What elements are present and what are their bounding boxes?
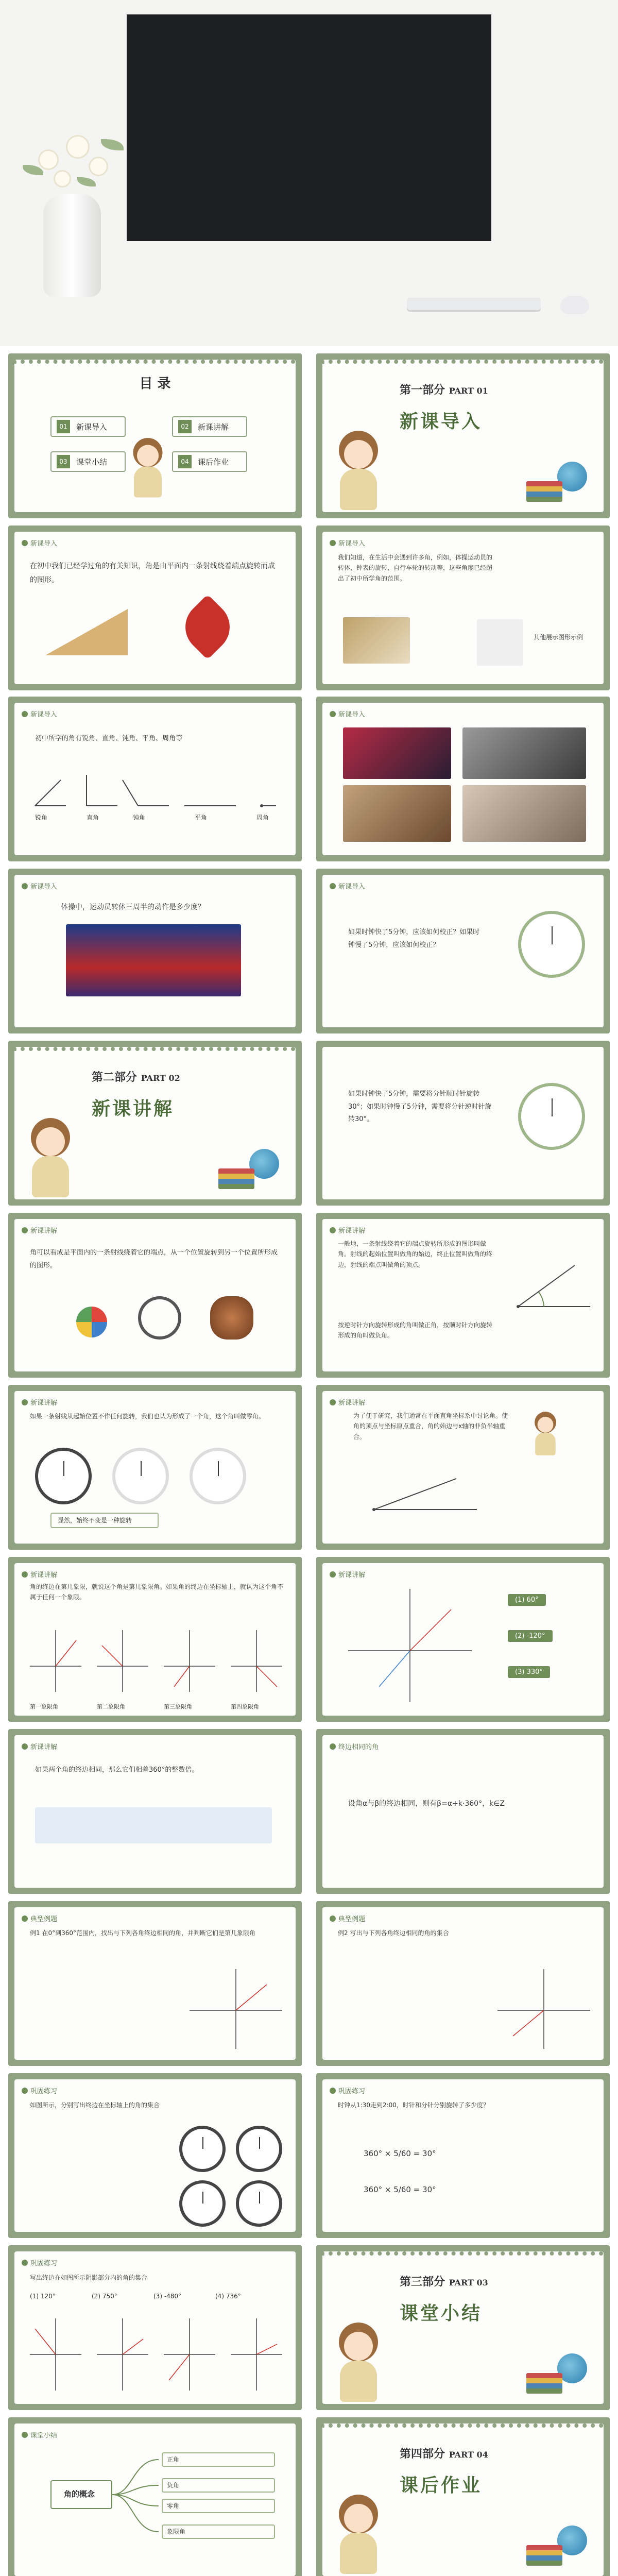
section-tag: 新课讲解 bbox=[330, 1397, 365, 1407]
angle-label: 周角 bbox=[256, 814, 269, 821]
slide-intro-5[interactable] bbox=[8, 869, 302, 1033]
slide-text: 如果时钟快了5分钟，应该如何校正？如果时钟慢了5分钟，应该如何校正？ bbox=[348, 928, 480, 949]
section-tag: 新课讲解 bbox=[22, 1569, 57, 1579]
label-pill: (2) -120° bbox=[508, 1630, 553, 1642]
slide-lecture-4[interactable] bbox=[8, 1385, 302, 1550]
exercise-item: (3) -480° bbox=[153, 2293, 182, 2300]
angle-label: 平角 bbox=[195, 814, 208, 821]
slide-lecture-6[interactable] bbox=[8, 1557, 302, 1722]
slide-text: 如图所示，分别写出终边在坐标轴上的角的集合 bbox=[30, 2102, 160, 2109]
clock-icon bbox=[236, 2180, 282, 2227]
tag-dot-icon bbox=[330, 1916, 336, 1922]
slide-lecture-1[interactable] bbox=[316, 1041, 610, 1206]
leaf bbox=[101, 139, 124, 150]
hand-photo bbox=[462, 727, 586, 779]
section-tag: 新课导入 bbox=[22, 709, 57, 719]
slide-text: 一般地，一条射线绕着它的端点旋转所形成的图形叫做角。射线的起始位置叫做角的始边，终止位置叫做角的终边，射线的端点叫做角的顶点。 bbox=[338, 1240, 493, 1268]
scissors-photo bbox=[477, 619, 523, 666]
section-tag: 新课导入 bbox=[22, 881, 57, 891]
slide-part-3[interactable] bbox=[316, 2245, 610, 2410]
section-tag: 新课讲解 bbox=[330, 1569, 365, 1579]
toc-item-2[interactable]: 02 新课讲解 bbox=[172, 416, 247, 437]
slide-text: 例1 在0°到360°范围内，找出与下列各角终边相同的角，并判断它们是第几象限角 bbox=[30, 1929, 255, 1937]
section-tag: 新课导入 bbox=[330, 538, 365, 548]
rotation-diagram bbox=[508, 1250, 595, 1322]
slide-example-2[interactable] bbox=[316, 1901, 610, 2066]
mindmap-branch: 象限角 bbox=[162, 2524, 275, 2539]
girl-illustration bbox=[528, 1412, 562, 1457]
slide-lecture-5[interactable] bbox=[316, 1385, 610, 1550]
coordinate-diagram bbox=[343, 1584, 477, 1707]
vase bbox=[43, 194, 101, 297]
tag-dot-icon bbox=[22, 1571, 28, 1578]
slide-part-2[interactable] bbox=[8, 1041, 302, 1206]
slide-text: 如果时钟快了5分钟，需要将分针顺时针旋转30°；如果时钟慢了5分钟，需要将分针逆时针旋转30°。 bbox=[348, 1090, 492, 1124]
clock-icon bbox=[179, 2180, 226, 2227]
slide-text: 如果两个角的终边相同，那么它们相差360°的整数倍。 bbox=[35, 1766, 199, 1774]
maple-leaf-icon bbox=[175, 594, 240, 659]
keyboard bbox=[407, 298, 541, 310]
quadrant-diagrams bbox=[25, 1620, 282, 1697]
section-tag: 新课导入 bbox=[330, 881, 365, 891]
part-title: 新课讲解 bbox=[92, 1098, 175, 1120]
pottery-icon bbox=[210, 1296, 253, 1340]
exercise-item: (1) 120° bbox=[30, 2293, 56, 2300]
formula-strip bbox=[35, 1807, 272, 1843]
flower bbox=[89, 157, 108, 176]
section-tag: 新课导入 bbox=[22, 538, 57, 548]
quadrant-diagrams bbox=[25, 2308, 282, 2396]
exercise-item: (4) 736° bbox=[215, 2293, 241, 2300]
coordinate-diagram bbox=[184, 1964, 287, 2052]
slide-text: 例2 写出与下列各角终边相同的角的集合 bbox=[338, 1929, 449, 1937]
tag-dot-icon bbox=[330, 1571, 336, 1578]
mindmap-branch: 零角 bbox=[162, 2499, 275, 2513]
slide-text: 设角α与β的终边相同，则有β=α+k·360°，k∈Z bbox=[348, 1800, 505, 1808]
section-tag: 终边相同的角 bbox=[330, 1741, 379, 1751]
tag-dot-icon bbox=[22, 883, 28, 889]
slide-lecture-7[interactable] bbox=[316, 1557, 610, 1722]
slide-text: 角可以看成是平面内的一条射线绕着它的端点，从一个位置旋转到另一个位置所形成的图形。 bbox=[30, 1249, 278, 1269]
section-tag: 典型例题 bbox=[22, 1913, 57, 1923]
triangle-ruler-icon bbox=[45, 609, 128, 655]
angle-label: 锐角 bbox=[35, 814, 48, 821]
slide-text: 按逆时针方向旋转形成的角叫做正角，按顺时针方向旋转形成的角叫做负角。 bbox=[338, 1321, 493, 1340]
slide-text: 体操中，运动员转体三周半的动作是多少度？ bbox=[61, 903, 205, 911]
coordinate-diagram bbox=[492, 1964, 595, 2052]
wheel-icon bbox=[138, 1296, 181, 1340]
tag-dot-icon bbox=[22, 1399, 28, 1405]
quadrant-label: 第一象限角 bbox=[30, 1703, 58, 1710]
tag-dot-icon bbox=[22, 540, 28, 546]
label-pill: (1) 60° bbox=[508, 1594, 546, 1606]
clock-icon bbox=[35, 1448, 92, 1504]
formula: 360° × 5/60 = 30° bbox=[364, 2185, 436, 2194]
tag-dot-icon bbox=[330, 1743, 336, 1750]
ferris-wheel-photo bbox=[343, 727, 451, 779]
tag-dot-icon bbox=[22, 2260, 28, 2266]
clock-icon bbox=[518, 911, 585, 978]
slide-intro-3[interactable] bbox=[8, 697, 302, 861]
tag-dot-icon bbox=[22, 1916, 28, 1922]
part-label: 第三部分 PART 03 bbox=[400, 2275, 488, 2289]
slide-text: 角的终边在第几象限，就说这个角是第几象限角。如果角的终边在坐标轴上，就认为这个角不属于任何一个象限。 bbox=[30, 1583, 284, 1601]
section-tag: 典型例题 bbox=[330, 1913, 365, 1923]
tag-dot-icon bbox=[330, 540, 336, 546]
slide-intro-6[interactable] bbox=[316, 869, 610, 1033]
angle-diagram bbox=[353, 1468, 487, 1530]
tag-dot-icon bbox=[330, 1227, 336, 1233]
slide-intro-2[interactable] bbox=[316, 526, 610, 690]
toc-item-1[interactable]: 01 新课导入 bbox=[50, 416, 126, 437]
slide-text: 我们知道，在生活中会遇到许多角，例如，体操运动员的转体，钟表的旋转，自行车轮的转动等，这些角度已经超出了初中所学角的范围。 bbox=[338, 554, 493, 582]
clock-icon bbox=[236, 2126, 282, 2172]
clock-icon bbox=[190, 1448, 246, 1504]
slide-caption: 显然，始终不变是一种旋转 bbox=[58, 1517, 132, 1524]
section-tag: 新课讲解 bbox=[22, 1225, 57, 1235]
gymnastics-photo bbox=[66, 924, 241, 996]
flower bbox=[66, 135, 90, 159]
tag-dot-icon bbox=[330, 2088, 336, 2094]
slide-practice-3[interactable] bbox=[8, 2245, 302, 2410]
quadrant-label: 第四象限角 bbox=[231, 1703, 259, 1710]
slide-lecture-3[interactable] bbox=[316, 1213, 610, 1378]
slide-text: 初中所学的角有锐角、直角、钝角、平角、周角等 bbox=[35, 735, 183, 742]
clock-photo bbox=[343, 785, 451, 842]
tag-dot-icon bbox=[22, 1227, 28, 1233]
slide-text: 时钟从1:30走到2:00，时针和分针分别旋转了多少度？ bbox=[338, 2102, 489, 2109]
quadrant-label: 第二象限角 bbox=[97, 1703, 125, 1710]
slide-example-1[interactable] bbox=[8, 1901, 302, 2066]
slide-lecture-2[interactable] bbox=[8, 1213, 302, 1378]
mindmap-center-label: 角的概念 bbox=[64, 2489, 95, 2499]
section-tag: 巩固练习 bbox=[22, 2258, 57, 2267]
tag-dot-icon bbox=[22, 2088, 28, 2094]
girl-illustration bbox=[328, 2495, 389, 2576]
mindmap-lines bbox=[112, 2449, 159, 2542]
slide-practice-2[interactable] bbox=[316, 2073, 610, 2238]
slide-intro-4[interactable] bbox=[316, 697, 610, 861]
hero-section bbox=[0, 0, 618, 346]
slide-summary[interactable] bbox=[8, 2417, 302, 2576]
formula: 360° × 5/60 = 30° bbox=[364, 2149, 436, 2158]
section-tag: 新课讲解 bbox=[22, 1741, 57, 1751]
mindmap-branch: 正角 bbox=[162, 2452, 275, 2467]
section-tag: 课堂小结 bbox=[22, 2430, 57, 2439]
part-title: 课堂小结 bbox=[400, 2302, 483, 2324]
flower bbox=[38, 149, 59, 170]
toc-item-3[interactable]: 03 课堂小结 bbox=[50, 451, 126, 472]
flower bbox=[54, 170, 71, 188]
label-pill: (3) 330° bbox=[508, 1666, 550, 1678]
slide-part-1[interactable] bbox=[316, 353, 610, 518]
books-illustration bbox=[526, 2545, 562, 2566]
slide-part-4[interactable] bbox=[316, 2417, 610, 2576]
tag-dot-icon bbox=[22, 2432, 28, 2438]
pinwheel-icon bbox=[76, 1307, 107, 1337]
quadrant-label: 第三象限角 bbox=[164, 1703, 192, 1710]
clock-icon bbox=[179, 2126, 226, 2172]
slide-intro-1[interactable] bbox=[8, 526, 302, 690]
slide-toc[interactable] bbox=[8, 353, 302, 518]
books-illustration bbox=[218, 1168, 254, 1189]
part-title: 课后作业 bbox=[400, 2475, 483, 2496]
angle-label: 钝角 bbox=[133, 814, 146, 821]
fan-photo bbox=[343, 617, 410, 664]
toc-item-4[interactable]: 04 课后作业 bbox=[172, 451, 247, 472]
mouse bbox=[560, 296, 589, 314]
section-tag: 巩固练习 bbox=[330, 2086, 365, 2095]
section-tag: 新课讲解 bbox=[22, 1397, 57, 1407]
section-tag: 巩固练习 bbox=[22, 2086, 57, 2095]
toc-title: 目 录 bbox=[139, 376, 171, 392]
tag-dot-icon bbox=[330, 1399, 336, 1405]
part-label: 第四部分 PART 04 bbox=[400, 2447, 488, 2461]
girl-illustration bbox=[20, 1118, 81, 1199]
tag-dot-icon bbox=[22, 711, 28, 717]
books-illustration bbox=[526, 481, 562, 502]
part-title: 新课导入 bbox=[400, 411, 483, 432]
section-tag: 新课讲解 bbox=[330, 1225, 365, 1235]
slide-lecture-9[interactable] bbox=[316, 1729, 610, 1894]
part-label: 第一部分 PART 01 bbox=[400, 383, 488, 397]
mindmap-branch: 负角 bbox=[162, 2478, 275, 2493]
girl-illustration bbox=[125, 438, 171, 500]
angle-types-diagram bbox=[30, 765, 277, 821]
exercise-item: (2) 750° bbox=[92, 2293, 117, 2300]
books-illustration bbox=[526, 2373, 562, 2394]
tag-dot-icon bbox=[330, 883, 336, 889]
tag-dot-icon bbox=[330, 711, 336, 717]
clock-icon bbox=[112, 1448, 169, 1504]
slide-text: 如果一条射线从起始位置不作任何旋转，我们也认为形成了一个角，这个角叫做零角。 bbox=[30, 1413, 265, 1420]
slide-text: 在初中我们已经学过角的有关知识，角是由平面内一条射线绕着端点旋转而成的图形。 bbox=[30, 562, 275, 584]
slide-caption: 其他展示图形示例 bbox=[534, 634, 583, 641]
tag-dot-icon bbox=[22, 1743, 28, 1750]
clock-icon bbox=[518, 1083, 585, 1150]
slide-text: 写出终边在如图所示阴影部分内的角的集合 bbox=[30, 2274, 148, 2281]
girl-illustration bbox=[328, 2323, 389, 2404]
girl-illustration bbox=[328, 431, 389, 512]
bike-photo bbox=[462, 785, 586, 842]
leaf bbox=[77, 177, 96, 187]
slide-practice-1[interactable] bbox=[8, 2073, 302, 2238]
part-label: 第二部分 PART 02 bbox=[92, 1071, 180, 1084]
slide-text: 为了便于研究，我们通常在平面直角坐标系中讨论角。使角的顶点与坐标原点重合，角的始边与x轴的非负半轴重合。 bbox=[353, 1412, 508, 1440]
section-tag: 新课导入 bbox=[330, 709, 365, 719]
angle-label: 直角 bbox=[87, 814, 99, 821]
slide-lecture-8[interactable] bbox=[8, 1729, 302, 1894]
monitor-foot bbox=[127, 14, 491, 241]
